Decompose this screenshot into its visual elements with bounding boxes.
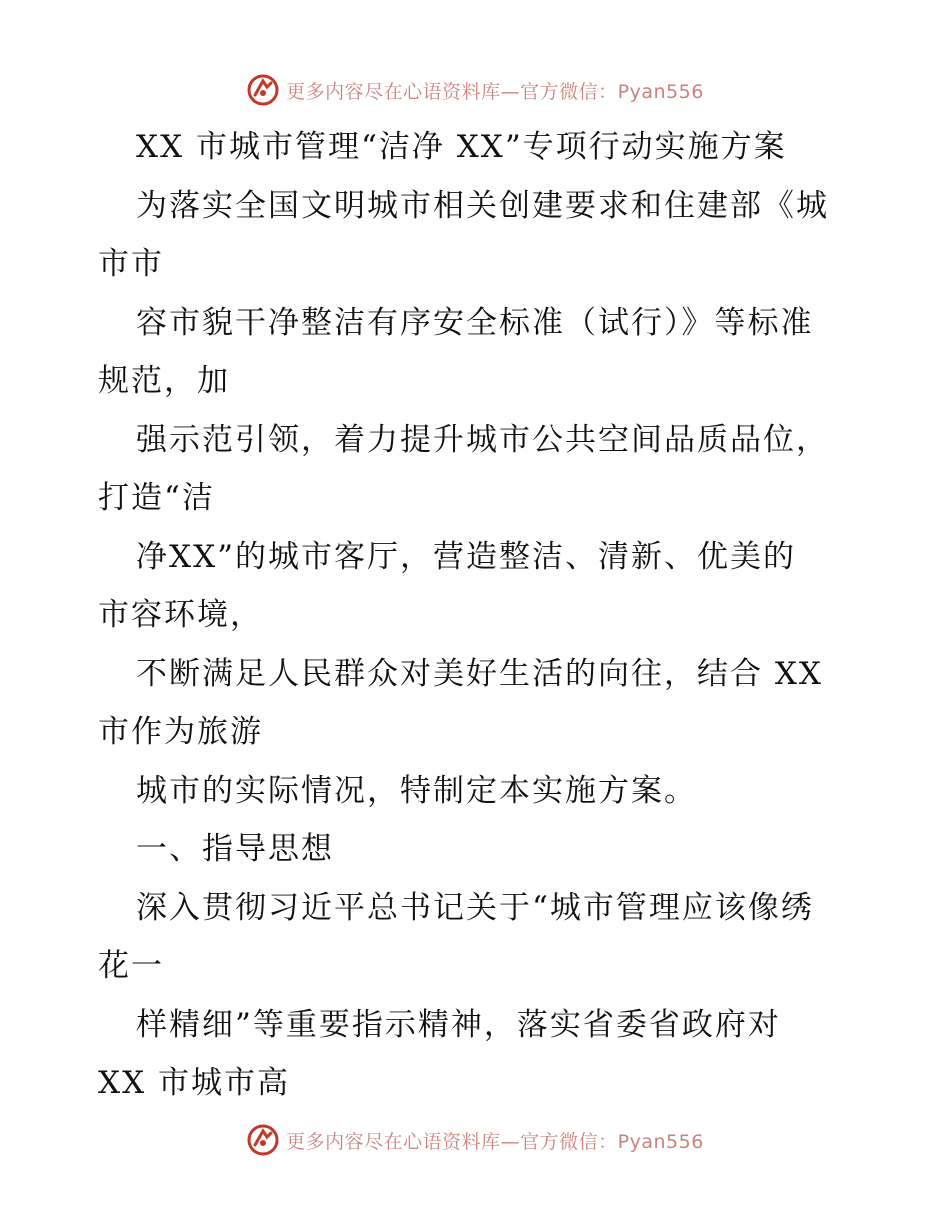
paragraph-line: XX 市城市高 (98, 1065, 290, 1101)
paragraph-line: 样精细”等重要指示精神，落实省委省政府对 (136, 1006, 781, 1043)
paragraph-line: 城市的实际情况，特制定本实施方案。 (136, 772, 697, 809)
paragraph-line: 花一 (98, 948, 164, 984)
paragraph-line: 容市貌干净整洁有序安全标准（试行）》等标准 (136, 304, 814, 341)
section-heading: 一、指导思想 (136, 831, 334, 867)
header-banner (0, 70, 950, 110)
header-banner-text: 更多内容尽在心语资料库—官方微信：Pyan556 (286, 80, 704, 103)
paragraph-line: 不断满足人民群众对美好生活的向往，结合 XX (136, 655, 823, 692)
footer-banner-text: 更多内容尽在心语资料库—官方微信：Pyan556 (286, 1130, 704, 1153)
document-title: XX 市城市管理“洁净 XX”专项行动实施方案 (136, 129, 787, 165)
paragraph-line: 强示范引领，着力提升城市公共空间品质品位， (136, 421, 829, 458)
paragraph-line: 市作为旅游 (98, 714, 263, 750)
paragraph-line: 市市 (98, 246, 164, 282)
document-body (98, 118, 858, 1113)
paragraph-line: 净XX”的城市客厅，营造整洁、清新、优美的 (136, 538, 796, 575)
paragraph-line: 规范，加 (98, 363, 230, 399)
paragraph-line: 打造“洁 (98, 480, 215, 516)
paragraph-line: 为落实全国文明城市相关创建要求和住建部《城 (136, 187, 829, 224)
red-seal-logo-icon (246, 73, 280, 107)
footer-banner (0, 1120, 950, 1160)
paragraph-line: 深入贯彻习近平总书记关于“城市管理应该像绣 (136, 889, 814, 926)
red-seal-logo-icon (246, 1123, 280, 1157)
paragraph-line: 市容环境， (98, 597, 263, 633)
